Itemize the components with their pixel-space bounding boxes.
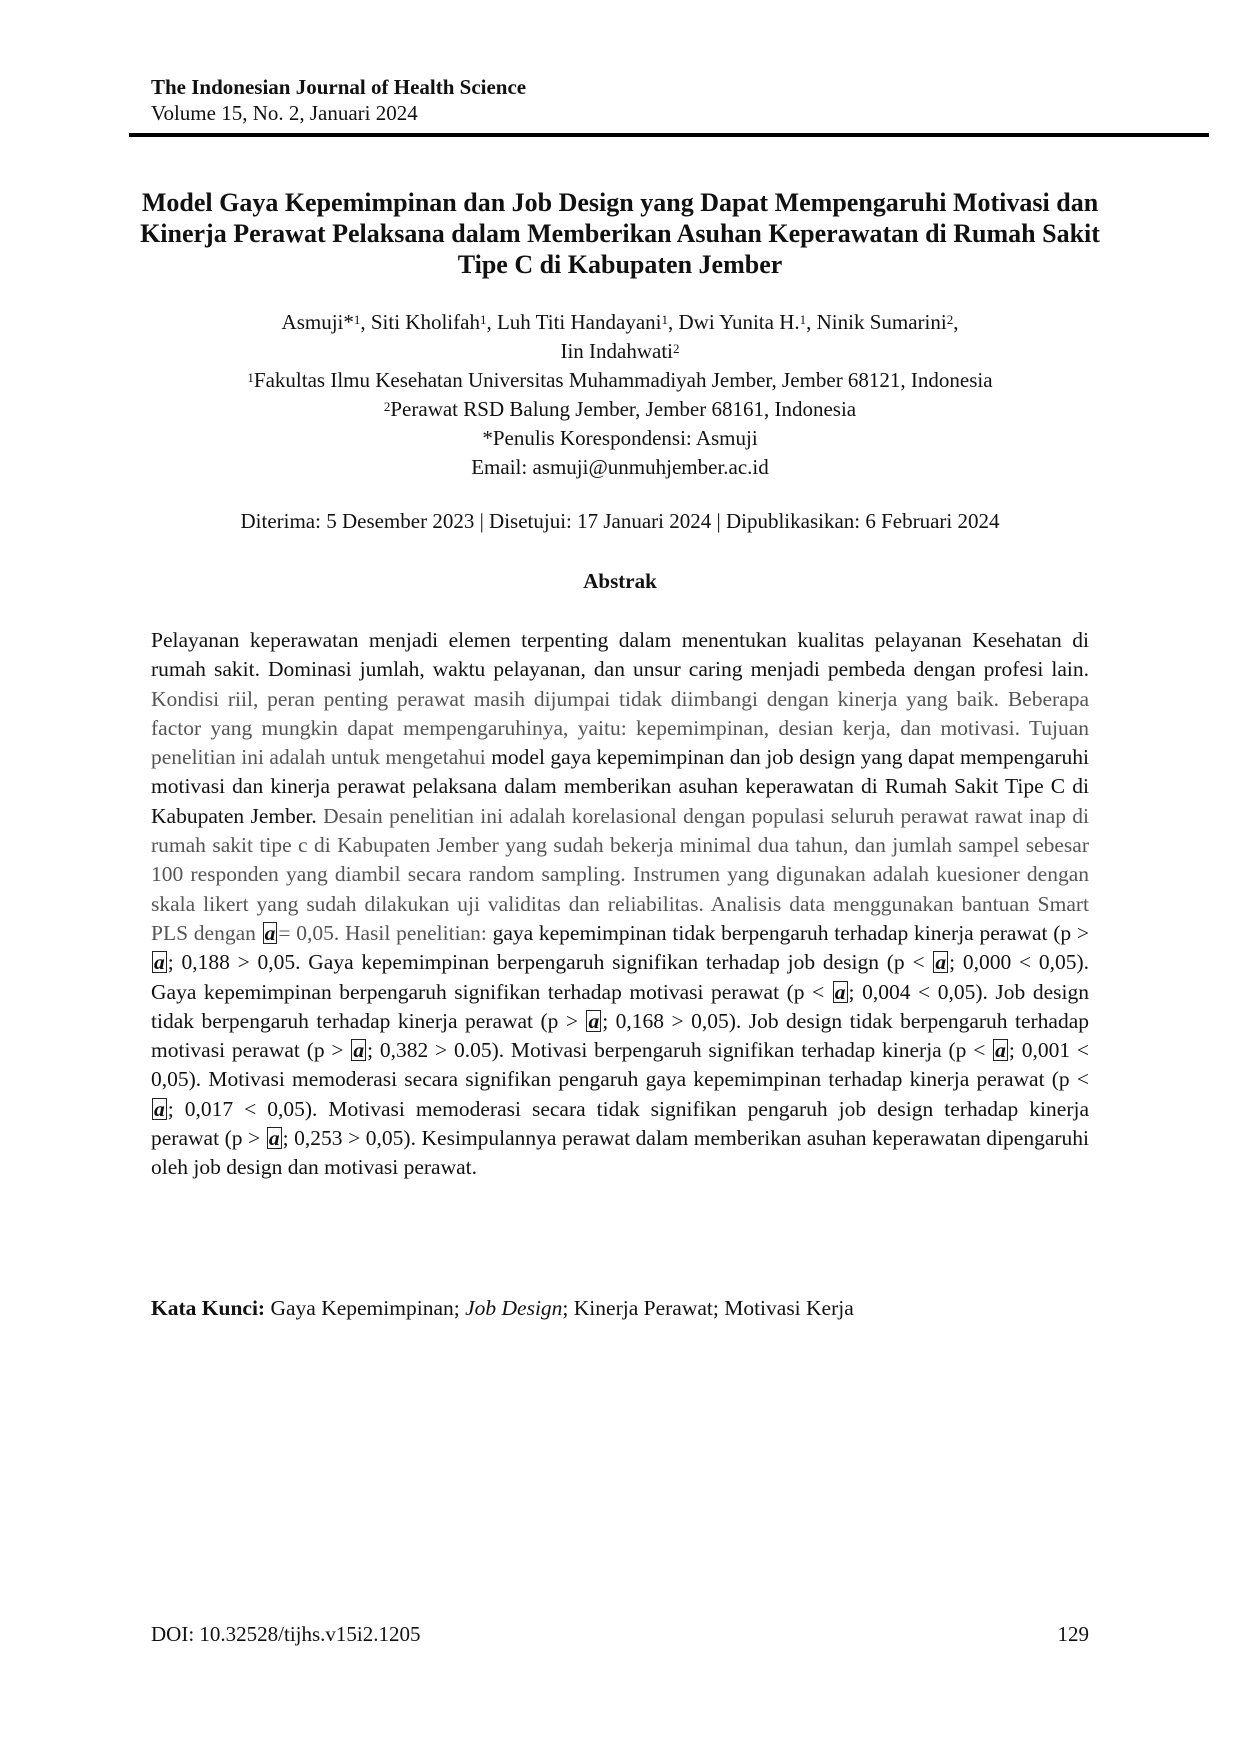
author-name: Ninik Sumarini: [816, 310, 947, 334]
abstract-segment: model gaya kepemimpinan dan job design yang dapat mempengaruhi motivasi dan kinerja perawat pelaksana dalam memberikan asuhan keperawatan di Rumah Sakit Tipe C di Kabupaten Jember.: [151, 745, 1089, 828]
abstract-segment: ; 0,168 > 0,05). Job design tidak berpengaruh terhadap motivasi perawat (p >: [151, 1008, 1090, 1063]
abstract-segment: ; 0,382 > 0.05). Motivasi berpengaruh signifikan terhadap kinerja (p <: [367, 1038, 986, 1063]
keyword: Job Design: [465, 1296, 563, 1320]
author-name: Asmuji*: [281, 310, 354, 334]
abstract-heading: Abstrak: [583, 569, 657, 593]
alpha-symbol: a: [995, 1038, 1006, 1063]
affiliation-1: [130, 366, 1110, 395]
abstract-text: [151, 626, 1089, 1183]
author-affiliation-mark: 2: [673, 341, 680, 356]
affiliation-2: [130, 395, 1110, 424]
author-affiliation-mark: 1: [479, 312, 487, 327]
alpha-symbol: a: [264, 920, 276, 945]
journal-volume: Volume 15, No. 2, Januari 2024: [151, 101, 418, 125]
abstract-segment: gaya kepemimpinan tidak berpengaruh terhadap kinerja perawat (p >: [492, 920, 1089, 945]
page-number: 129: [1057, 1622, 1089, 1646]
abstract-segment: ; 0,004 < 0,05). Job design tidak berpengaruh terhadap kinerja perawat (p >: [151, 979, 1089, 1033]
author-affiliation-mark: 1: [799, 312, 807, 327]
email: Email: asmuji@unmuhjember.ac.id: [471, 455, 769, 479]
paper-title: Model Gaya Kepemimpinan dan Job Design yang Dapat Mempengaruhi Motivasi dan Kinerja Perawat Pelaksana dalam Memberikan Asuhan Keperawatan di Rumah Sakit Tipe C di Kabupaten Jember: [140, 188, 1100, 279]
alpha-symbol: a: [834, 979, 846, 1004]
affiliation-text: Perawat RSD Balung Jember, Jember 68161, Indonesia: [390, 397, 857, 421]
correspondence: *Penulis Korespondensi: Asmuji: [482, 426, 758, 450]
keyword: ; Kinerja Perawat; Motivasi Kerja: [562, 1296, 854, 1320]
alpha-symbol: a: [588, 1008, 600, 1033]
author-name: Siti Kholifah: [370, 310, 480, 334]
alpha-symbol: a: [154, 1096, 165, 1121]
publication-dates: Diterima: 5 Desember 2023 | Disetujui: 17 Januari 2024 | Dipublikasikan: 6 Februari 2024: [240, 509, 1000, 533]
author-affiliation-mark: 1: [661, 312, 668, 327]
author-block: [130, 308, 1110, 482]
abstract-segment: ; 0,000 < 0,05). Gaya kepemimpinan berpengaruh signifikan terhadap motivasi perawat (p <: [151, 950, 1090, 1004]
abstract-segment: Desain penelitian ini adalah korelasional dengan populasi seluruh perawat rawat inap di rumah sakit tipe c di Kabupaten Jember yang sudah bekerja minimal dua tahun, dan jumlah sampel sebesar 100 responden yang diambil secara random sampling. Instrumen yang digunakan adalah kuesioner dengan skala likert yang sudah dilakukan uji validitas dan reliabilitas. Analisis data menggunakan bantuan Smart PLS dengan: [151, 803, 1090, 945]
alpha-symbol: a: [353, 1038, 365, 1063]
journal-name: The Indonesian Journal of Health Science: [151, 75, 527, 99]
abstract-segment: ; 0,001 < 0,05). Motivasi memoderasi secara signifikan pengaruh gaya kepemimpinan terhadap kinerja perawat (p <: [151, 1038, 1089, 1092]
keywords-label: Kata Kunci:: [151, 1296, 266, 1320]
keywords: [151, 1296, 1089, 1321]
author-affiliation-mark: 2: [946, 312, 954, 327]
author-line-2: [130, 337, 1110, 366]
alpha-symbol: a: [154, 950, 165, 975]
alpha-symbol: a: [268, 1126, 280, 1151]
abstract-segment: = 0,05. Hasil penelitian:: [278, 920, 487, 945]
abstract-segment: ; 0,253 > 0,05). Kesimpulannya perawat dalam memberikan asuhan keperawatan dipengaruhi oleh job design dan motivasi perawat.: [151, 1126, 1090, 1180]
abstract-segment: ; 0,017 < 0,05). Motivasi memoderasi secara tidak signifikan pengaruh job design terhadap kinerja perawat (p >: [151, 1096, 1089, 1151]
header-rule: [129, 133, 1209, 137]
doi: DOI: 10.32528/tijhs.v15i2.1205: [151, 1622, 421, 1646]
abstract-segment: Kondisi riil, peran penting perawat masih dijumpai tidak diimbangi dengan kinerja yang baik. Beberapa factor yang mungkin dapat mempengaruhinya, yaitu: kepemimpinan, desian kerja, dan motivasi. Tujuan penelitian ini adalah untuk mengetahui: [151, 686, 1089, 770]
author-affiliation-mark: 1: [353, 312, 361, 327]
abstract-segment: ; 0,188 > 0,05. Gaya kepemimpinan berpengaruh signifikan terhadap job design (p <: [167, 950, 925, 975]
author-name: Luh Titi Handayani: [496, 310, 662, 334]
affiliation-mark: 1: [247, 370, 254, 385]
author-line-1: Asmuji*$^1$, Siti Kholifah$^1$, Luh Titi Handayani$^1$, Dwi Yunita H.$^1$, Ninik Sumarini$^2$,: [281, 310, 959, 334]
author-name: Dwi Yunita H.: [678, 310, 800, 334]
journal-header: [151, 74, 526, 126]
alpha-symbol: a: [935, 950, 947, 975]
affiliation-mark: 2: [383, 399, 391, 414]
abstract-segment: Pelayanan keperawatan menjadi elemen terpenting dalam menentukan kualitas pelayanan Kesehatan di rumah sakit. Dominasi jumlah, waktu pelayanan, dan unsur caring menjadi pembeda dengan profesi lain.: [151, 628, 1089, 682]
affiliation-text: Fakultas Ilmu Kesehatan Universitas Muhammadiyah Jember, Jember 68121, Indonesia: [253, 368, 993, 392]
keyword: Gaya Kepemimpinan;: [270, 1296, 460, 1320]
author-name: Iin Indahwati: [560, 339, 674, 363]
